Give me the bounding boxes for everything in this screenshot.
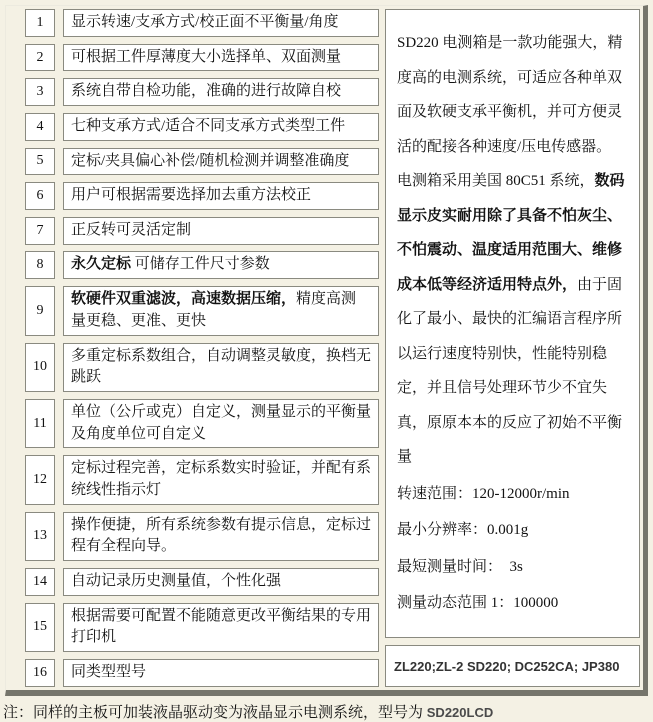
footnote-model-number: SD220LCD [426, 705, 494, 720]
features-table [25, 9, 379, 687]
row-number: 4 [25, 113, 55, 141]
row-number: 15 [25, 603, 55, 653]
table-row [25, 568, 379, 596]
feature-text-cell [63, 286, 379, 336]
feature-text: 单位（公斤或克）自定义，测量显示的平衡量及角度单位可自定义 [71, 403, 372, 442]
table-row [25, 399, 379, 449]
feature-text: 多重定标系数组合，自动调整灵敏度，换档无跳跃 [71, 347, 372, 386]
table-row [25, 113, 379, 141]
table-row [25, 455, 379, 505]
row-number: 11 [25, 399, 55, 449]
feature-text-cell [63, 659, 379, 687]
feature-text: 系统自带自检功能，准确的进行故障自校 [71, 83, 342, 100]
row-number: 7 [25, 217, 55, 245]
feature-text: 软硬件双重滤波，高速数据压缩，精度高测量更稳、更准、更快 [71, 291, 357, 329]
feature-text-cell [63, 251, 379, 279]
feature-text: 正反转可灵活定制 [71, 221, 192, 238]
table-row [25, 659, 379, 687]
feature-text-cell [63, 78, 379, 106]
feature-text: 定标/夹具偏心补偿/随机检测并调整准确度 [71, 152, 350, 169]
table-row [25, 286, 379, 336]
feature-text-cell [63, 399, 379, 449]
feature-text: 同类型型号 [71, 664, 147, 681]
table-row [25, 182, 379, 210]
feature-text-cell [63, 568, 379, 596]
feature-text: 可根据工件厚薄度大小选择单、双面测量 [71, 48, 342, 65]
spec-min-measure-time: 最短测量时间： 3s [397, 558, 523, 575]
description-paragraph-1: SD220 电测箱是一款功能强大，精度高的电测系统，可适应各种单双面及软硬支承平衡机，并可方便灵活的配接各种速度/压电传感器。 [397, 35, 623, 155]
row-number: 3 [25, 78, 55, 106]
feature-bold: 永久定标 [71, 256, 132, 273]
row-number: 10 [25, 343, 55, 393]
row-number: 16 [25, 659, 55, 687]
spec-speed-range: 转速范围：120-12000r/min [397, 485, 570, 502]
feature-text-cell [63, 182, 379, 210]
table-row [25, 343, 379, 393]
footnote [3, 701, 651, 722]
table-row [25, 603, 379, 653]
feature-text-cell [63, 44, 379, 72]
table-row [25, 251, 379, 279]
compatible-models-cell: ZL220;ZL-2 SD220; DC252CA; JP380 [385, 645, 640, 687]
spec-sheet-frame [5, 5, 648, 696]
feature-text: 自动记录历史测量值，个性化强 [71, 573, 282, 590]
feature-text-cell [63, 217, 379, 245]
feature-text: 操作便捷，所有系统参数有提示信息，定标过程有全程向导。 [71, 516, 372, 555]
row-number: 13 [25, 512, 55, 562]
feature-text: 根据需要可配置不能随意更改平衡结果的专用打印机 [71, 607, 372, 646]
feature-text: 用户可根据需要选择加去重方法校正 [71, 187, 312, 204]
row-number: 14 [25, 568, 55, 596]
row-number: 1 [25, 9, 55, 37]
description-paragraph-2: 电测箱采用美国 80C51 系统，数码显示皮实耐用除了具备不怕灰尘、不怕震动、温度适用范围大、维修成本低等经济适用特点外，由于固化了最小、最快的汇编语言程序所以运行速度特别快，性能特别稳定，并且信号处理环节少不宜失真，原原本本的反应了初始不平衡量 [397, 173, 625, 466]
feature-text: 定标过程完善，定标系数实时验证，并配有系统线性指示灯 [71, 460, 372, 499]
feature-text-cell [63, 9, 379, 37]
row-number: 9 [25, 286, 55, 336]
product-description-cell [385, 9, 640, 638]
row-number: 6 [25, 182, 55, 210]
feature-text: 显示转速/支承方式/校正面不平衡量/角度 [71, 14, 339, 30]
row-number: 8 [25, 251, 55, 279]
feature-bold: 软硬件双重滤波，高速数据压缩， [71, 291, 297, 308]
spec-dynamic-range: 测量动态范围 1：100000 [397, 595, 559, 612]
feature-text-cell [63, 512, 379, 562]
footnote-text: 注：同样的主板可加装液晶驱动变为液晶显示电测系统，型号为 [3, 705, 427, 721]
table-row [25, 44, 379, 72]
row-number: 12 [25, 455, 55, 505]
table-row [25, 78, 379, 106]
row-number: 5 [25, 148, 55, 176]
product-info-column [385, 9, 640, 687]
table-row [25, 512, 379, 562]
spec-resolution: 最小分辨率：0.001g [397, 522, 529, 539]
feature-text-cell [63, 603, 379, 653]
feature-text: 永久定标 可储存工件尺寸参数 [71, 256, 270, 273]
table-row [25, 217, 379, 245]
feature-text-cell [63, 148, 379, 176]
feature-text-cell [63, 113, 379, 141]
row-number: 2 [25, 44, 55, 72]
feature-text-cell [63, 343, 379, 393]
table-row [25, 9, 379, 37]
feature-text: 七种支承方式/适合不同支承方式类型工件 [71, 117, 346, 134]
table-row [25, 148, 379, 176]
feature-text-cell [63, 455, 379, 505]
